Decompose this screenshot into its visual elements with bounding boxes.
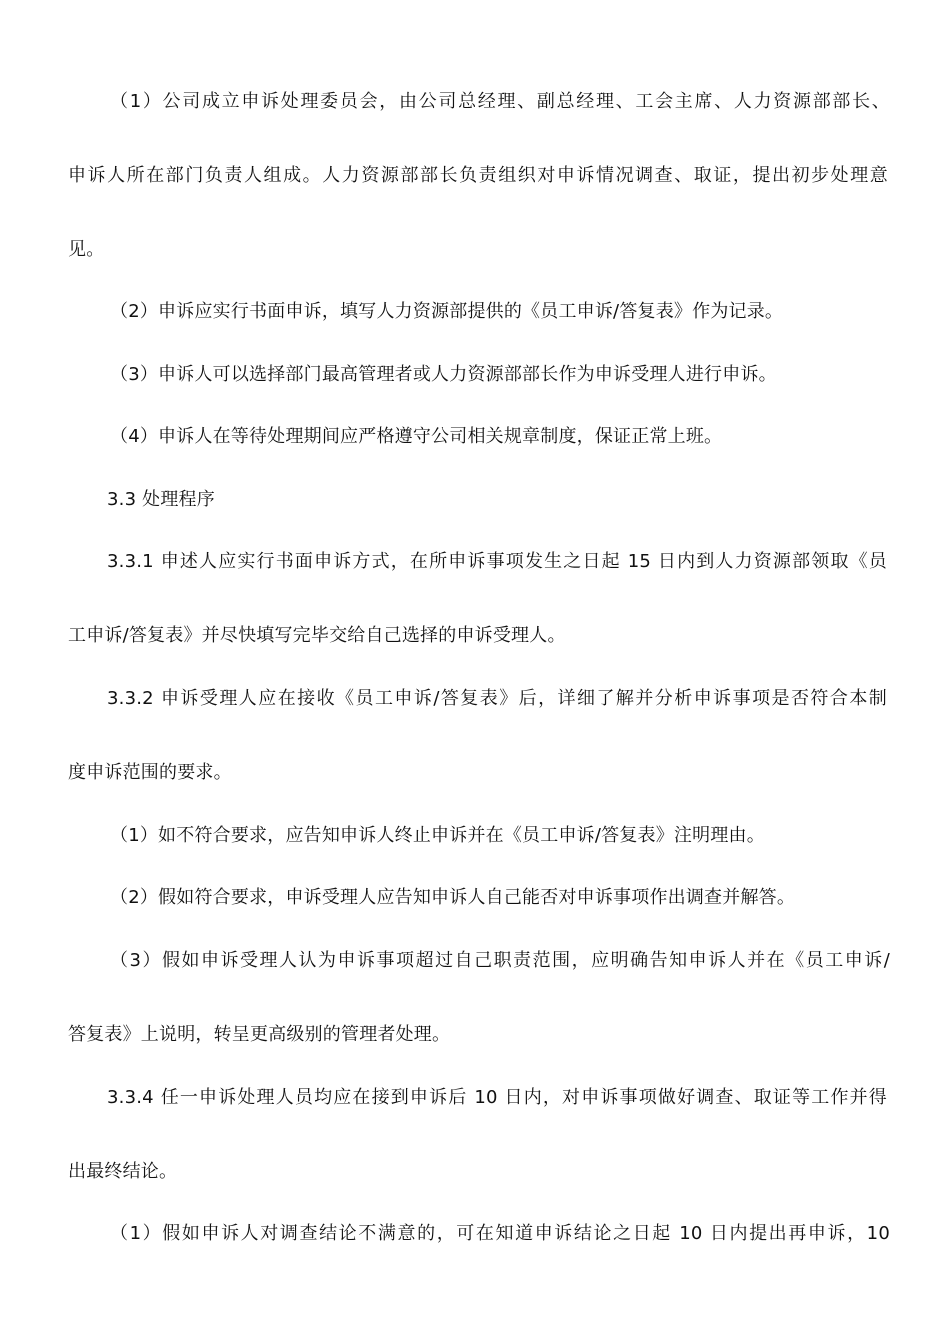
paragraph-line: （1）公司成立申诉处理委员会，由公司总经理、副总经理、工会主席、人力资源部部长、	[110, 91, 890, 112]
paragraph-line: （3）申诉人可以选择部门最高管理者或人力资源部部长作为申诉受理人进行申诉。	[110, 364, 777, 385]
paragraph-line: 答复表》上说明，转呈更高级别的管理者处理。	[68, 1024, 451, 1045]
paragraph-line: 3.3.1 申述人应实行书面申诉方式，在所申诉事项发生之日起 15 日内到人力资源部领取《员	[107, 551, 887, 572]
paragraph-line: 3.3.2 申诉受理人应在接收《员工申诉/答复表》后，详细了解并分析申诉事项是否符合本制	[107, 688, 887, 709]
paragraph-line: （2）申诉应实行书面申诉，填写人力资源部提供的《员工申诉/答复表》作为记录。	[110, 301, 784, 322]
paragraph-line: 申诉人所在部门负责人组成。人力资源部部长负责组织对申诉情况调查、取证，提出初步处理意	[68, 165, 888, 186]
paragraph-line: 度申诉范围的要求。	[68, 762, 232, 783]
paragraph-line: 出最终结论。	[68, 1161, 178, 1182]
paragraph-line: （2）假如符合要求，申诉受理人应告知申诉人自己能否对申诉事项作出调查并解答。	[110, 887, 796, 908]
section-heading: 3.3 处理程序	[107, 489, 215, 510]
paragraph-line: 见。	[68, 239, 105, 260]
paragraph-line: （3）假如申诉受理人认为申诉事项超过自己职责范围，应明确告知申诉人并在《员工申诉/	[110, 950, 890, 971]
paragraph-line: 工申诉/答复表》并尽快填写完毕交给自己选择的申诉受理人。	[68, 625, 566, 646]
paragraph-line: （4）申诉人在等待处理期间应严格遵守公司相关规章制度，保证正常上班。	[110, 426, 723, 447]
paragraph-line: （1）如不符合要求，应告知申诉人终止申诉并在《员工申诉/答复表》注明理由。	[110, 825, 765, 846]
paragraph-line: （1）假如申诉人对调查结论不满意的，可在知道申诉结论之日起 10 日内提出再申诉，10	[110, 1223, 890, 1244]
paragraph-line: 3.3.4 任一申诉处理人员均应在接到申诉后 10 日内，对申诉事项做好调查、取证等工作并得	[107, 1087, 887, 1108]
